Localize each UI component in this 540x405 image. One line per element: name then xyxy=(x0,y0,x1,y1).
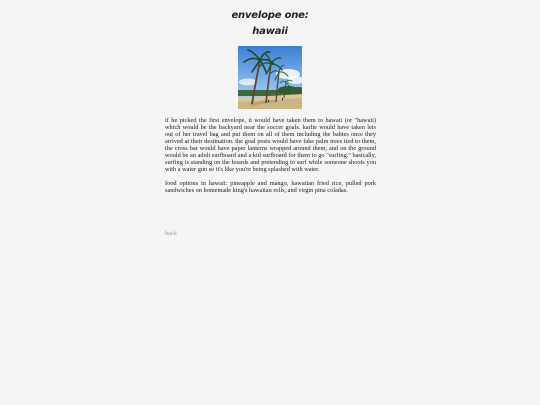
story-content xyxy=(165,117,376,194)
page-title-line2: hawaii xyxy=(252,26,288,37)
story-paragraph: if he picked the first envelope, it would have taken them to hawaii (or "hawaii) which would be the backyard near the soccer goals. karlie would have taken leis out of her travel bag and put them on all of them including the babies once they arrived at their destination. the goal posts would have fake palm trees tied to them, the cross bar would have paper lanterns wrapped around them, and on the ground would be an adult surfboard and a kid surfboard for them to go "surfing." basically, surfing is standing on the boards and pretending to surf while someone shoots you with a water gun so it's like you're being splashed with water. xyxy=(165,117,376,174)
food-options-paragraph: food options in hawaii: pineapple and mango, hawaiian fried rice, pulled pork sandwiches on homemade king's hawaiian rolls, and virgin pina coladas. xyxy=(165,180,376,195)
page-title-line1: envelope one: xyxy=(231,10,309,21)
back-link[interactable]: back xyxy=(165,230,177,237)
beach-photo xyxy=(238,46,302,109)
